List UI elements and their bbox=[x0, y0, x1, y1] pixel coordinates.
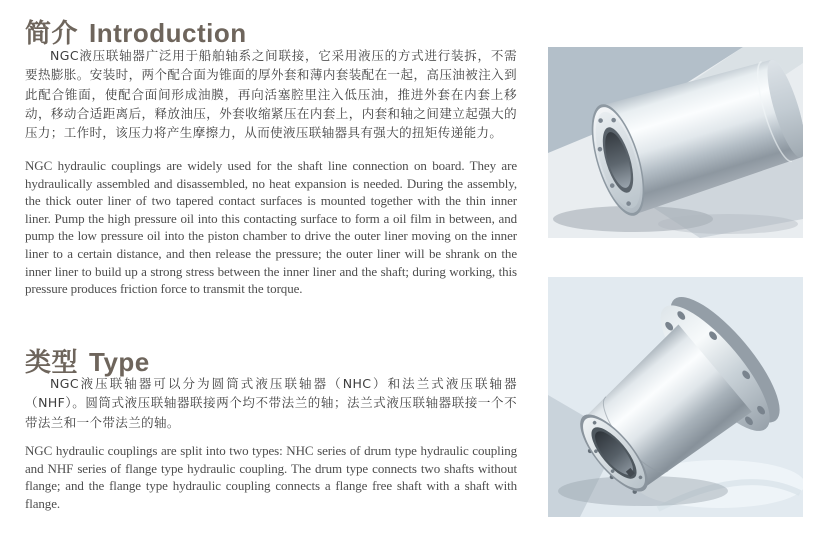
intro-heading-zh: 简介 bbox=[25, 18, 79, 49]
drum-shadow-soft bbox=[658, 214, 798, 234]
type-heading-en: Type bbox=[89, 347, 150, 378]
type-paragraph-chinese: NGC液压联轴器可以分为圆筒式液压联轴器（NHC）和法兰式液压联轴器（NHF）。圆筒式液压联轴器联接两个均不带法兰的轴；法兰式液压联轴器联接一个不带法兰和一个带法兰的轴。 bbox=[25, 376, 517, 430]
intro-paragraph-chinese: NGC液压联轴器广泛用于船舶轴系之间联接，它采用液压的方式进行装拆，不需要热膨胀。安装时，两个配合面为锥面的厚外套和薄内套装配在一起，高压油被注入到此配合锥面，使配合面间形成油膜，再向活塞腔里注入低压油，推进外套在内套上移动，移动合适距离后，释放油压，外套收缩紧压在内套上，内套和轴之间建立起强大的压力；工作时，该压力将产生摩擦力，从而使液压联轴器具有强大的扭矩传递能力。 bbox=[25, 48, 517, 141]
type-heading-zh: 类型 bbox=[25, 347, 79, 378]
drum-coupling-render bbox=[548, 47, 803, 238]
intro-paragraph-english: NGC hydraulic couplings are widely used for the shaft line connection on board. They are hydraulically assembled and disassembled, no heat expansion is needed. During the assembly, the thick outer liner of two tapered contact surfaces is mounted together with the thin inner liner. Pump the high pressure oil into this contacting surface to form a oil film in between, and pump the low pressure oil into the piston chamber to drive the outer liner moving on the inner liner to a certain distance, and then release the pressure; the outer liner will be shrank on the inner liner to build up a strong stress between the inner liner and the shaft; during working, this pressure produces friction force to transmit the torque. bbox=[25, 158, 517, 297]
type-paragraph-english: NGC hydraulic couplings are split into two types: NHC series of drum type hydraulic coupling and NHF series of flange type hydraulic coupling. The drum type connects two shafts without flange; and the flange type hydraulic coupling connects a flange free shaft with a shaft with flange. bbox=[25, 443, 517, 511]
flange-coupling-image bbox=[548, 277, 803, 517]
intro-heading bbox=[25, 18, 247, 48]
intro-heading-en: Introduction bbox=[89, 18, 247, 49]
type-heading bbox=[25, 347, 150, 377]
drum-coupling-image bbox=[548, 47, 803, 238]
flange-coupling-render bbox=[548, 277, 803, 517]
